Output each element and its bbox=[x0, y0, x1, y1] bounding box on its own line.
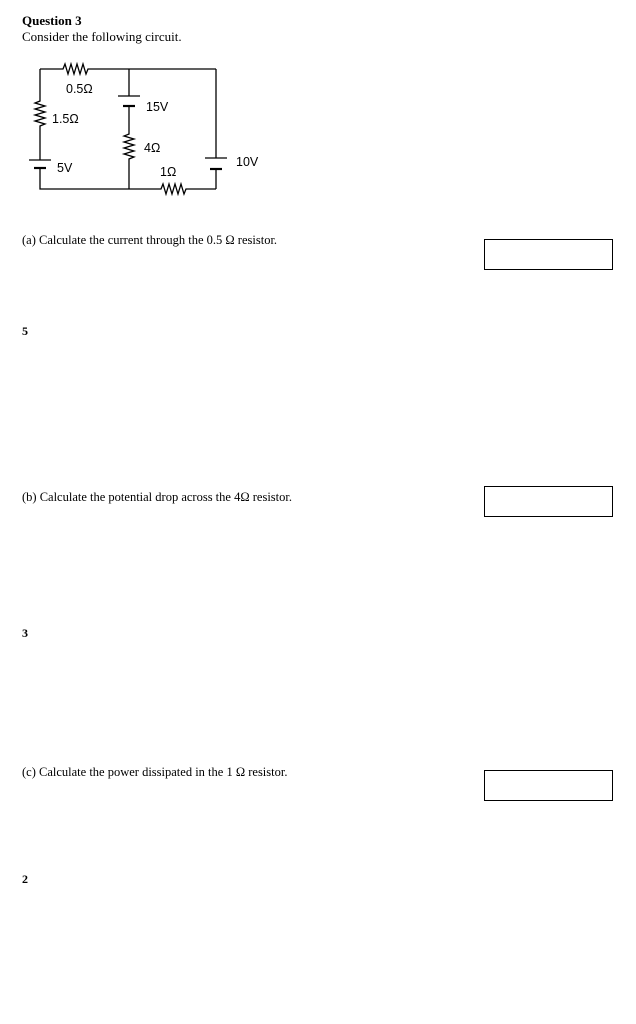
label-r-middle: 4Ω bbox=[144, 141, 161, 155]
part-c-marks: 2 bbox=[22, 872, 28, 886]
label-r-bottom: 1Ω bbox=[160, 165, 177, 179]
wire-left bbox=[35, 69, 45, 160]
part-c-prompt: (c) Calculate the power dissipated in the 1 Ω resistor. bbox=[22, 765, 288, 779]
wire-left-lower bbox=[40, 168, 129, 189]
label-battery-middle: 15V bbox=[146, 100, 169, 114]
part-b-marks: 3 bbox=[22, 626, 28, 640]
label-r-left: 1.5Ω bbox=[52, 112, 79, 126]
part-a-prompt: (a) Calculate the current through the 0.5 Ω resistor. bbox=[22, 233, 278, 247]
wire-middle bbox=[124, 69, 134, 189]
part-a-answer-box[interactable] bbox=[484, 239, 613, 270]
part-c-answer-box[interactable] bbox=[484, 770, 613, 801]
circuit-diagram bbox=[0, 0, 260, 215]
label-r-top: 0.5Ω bbox=[66, 82, 93, 96]
part-a-marks: 5 bbox=[22, 324, 28, 338]
wire-bottom bbox=[129, 184, 216, 194]
part-b-answer-box[interactable] bbox=[484, 486, 613, 517]
question-intro: Consider the following circuit. bbox=[22, 29, 182, 44]
wire-top bbox=[40, 64, 216, 74]
label-battery-right: 10V bbox=[236, 155, 259, 169]
question-title: Question 3 bbox=[22, 13, 82, 28]
part-b-prompt: (b) Calculate the potential drop across the 4Ω resistor. bbox=[22, 490, 292, 504]
label-battery-left: 5V bbox=[57, 161, 73, 175]
